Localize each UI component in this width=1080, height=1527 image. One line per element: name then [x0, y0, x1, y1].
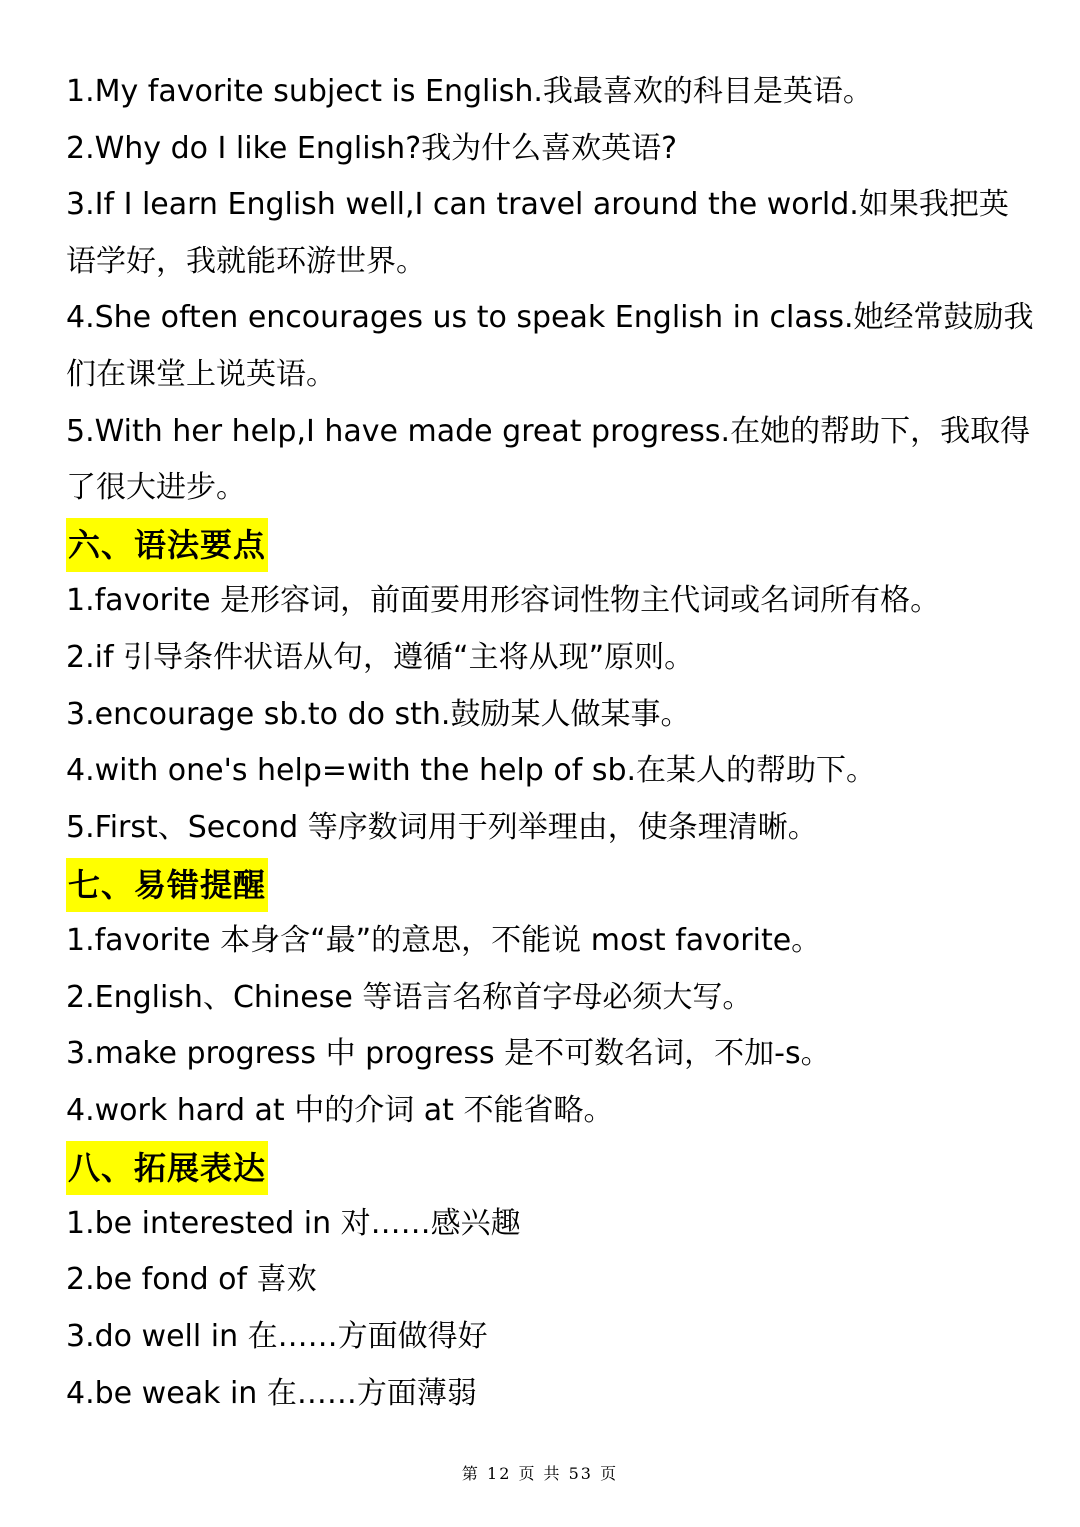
error-reminder: 2.English、Chinese 等语言名称首字母必须大写。 [66, 979, 753, 1015]
section-7-heading-row [66, 856, 1036, 913]
expansion-expression: 1.be interested in 对……感兴趣 [66, 1205, 521, 1241]
section-6-heading: 六、语法要点 [66, 518, 268, 572]
expansion-expression: 4.be weak in 在……方面薄弱 [66, 1375, 477, 1411]
grammar-point: 1.favorite 是形容词，前面要用形容词性物主代词或名词所有格。 [66, 583, 941, 619]
intro-sentence: 3.If I learn English well,I can travel around the world.如果我把英语学好，我就能环游世界。 [66, 187, 1009, 279]
section-8-heading-row [66, 1139, 1036, 1196]
document-body [66, 64, 1036, 1422]
grammar-point: 2.if 引导条件状语从句，遵循“主将从现”原则。 [66, 639, 695, 675]
expansion-expression: 2.be fond of 喜欢 [66, 1262, 317, 1298]
intro-sentence: 4.She often encourages us to speak English in class.她经常鼓励我们在课堂上说英语。 [66, 300, 1034, 392]
grammar-point: 5.First、Second 等序数词用于列举理由，使条理清晰。 [66, 809, 818, 845]
intro-sentence: 5.With her help,I have made great progress.在她的帮助下，我取得了很大进步。 [66, 413, 1031, 506]
grammar-point: 4.with one's help=with the help of sb.在某人的帮助下。 [66, 753, 877, 789]
error-reminder: 4.work hard at 中的介词 at 不能省略。 [66, 1092, 614, 1128]
error-reminder: 1.favorite 本身含“最”的意思，不能说 most favorite。 [66, 922, 822, 958]
intro-sentence: 1.My favorite subject is English.我最喜欢的科目是英语。 [66, 74, 873, 109]
error-reminder: 3.make progress 中 progress 是不可数名词，不加-s。 [66, 1036, 831, 1072]
section-6-heading-row [66, 517, 1036, 574]
expansion-expression: 3.do well in 在……方面做得好 [66, 1319, 488, 1355]
section-7-heading: 七、易错提醒 [66, 858, 268, 912]
page-number-footer: 第 12 页 共 53 页 [461, 1464, 619, 1483]
intro-sentence: 2.Why do I like English?我为什么喜欢英语? [66, 130, 678, 166]
section-8-heading: 八、拓展表达 [66, 1141, 268, 1195]
grammar-point: 3.encourage sb.to do sth.鼓励某人做某事。 [66, 696, 691, 732]
